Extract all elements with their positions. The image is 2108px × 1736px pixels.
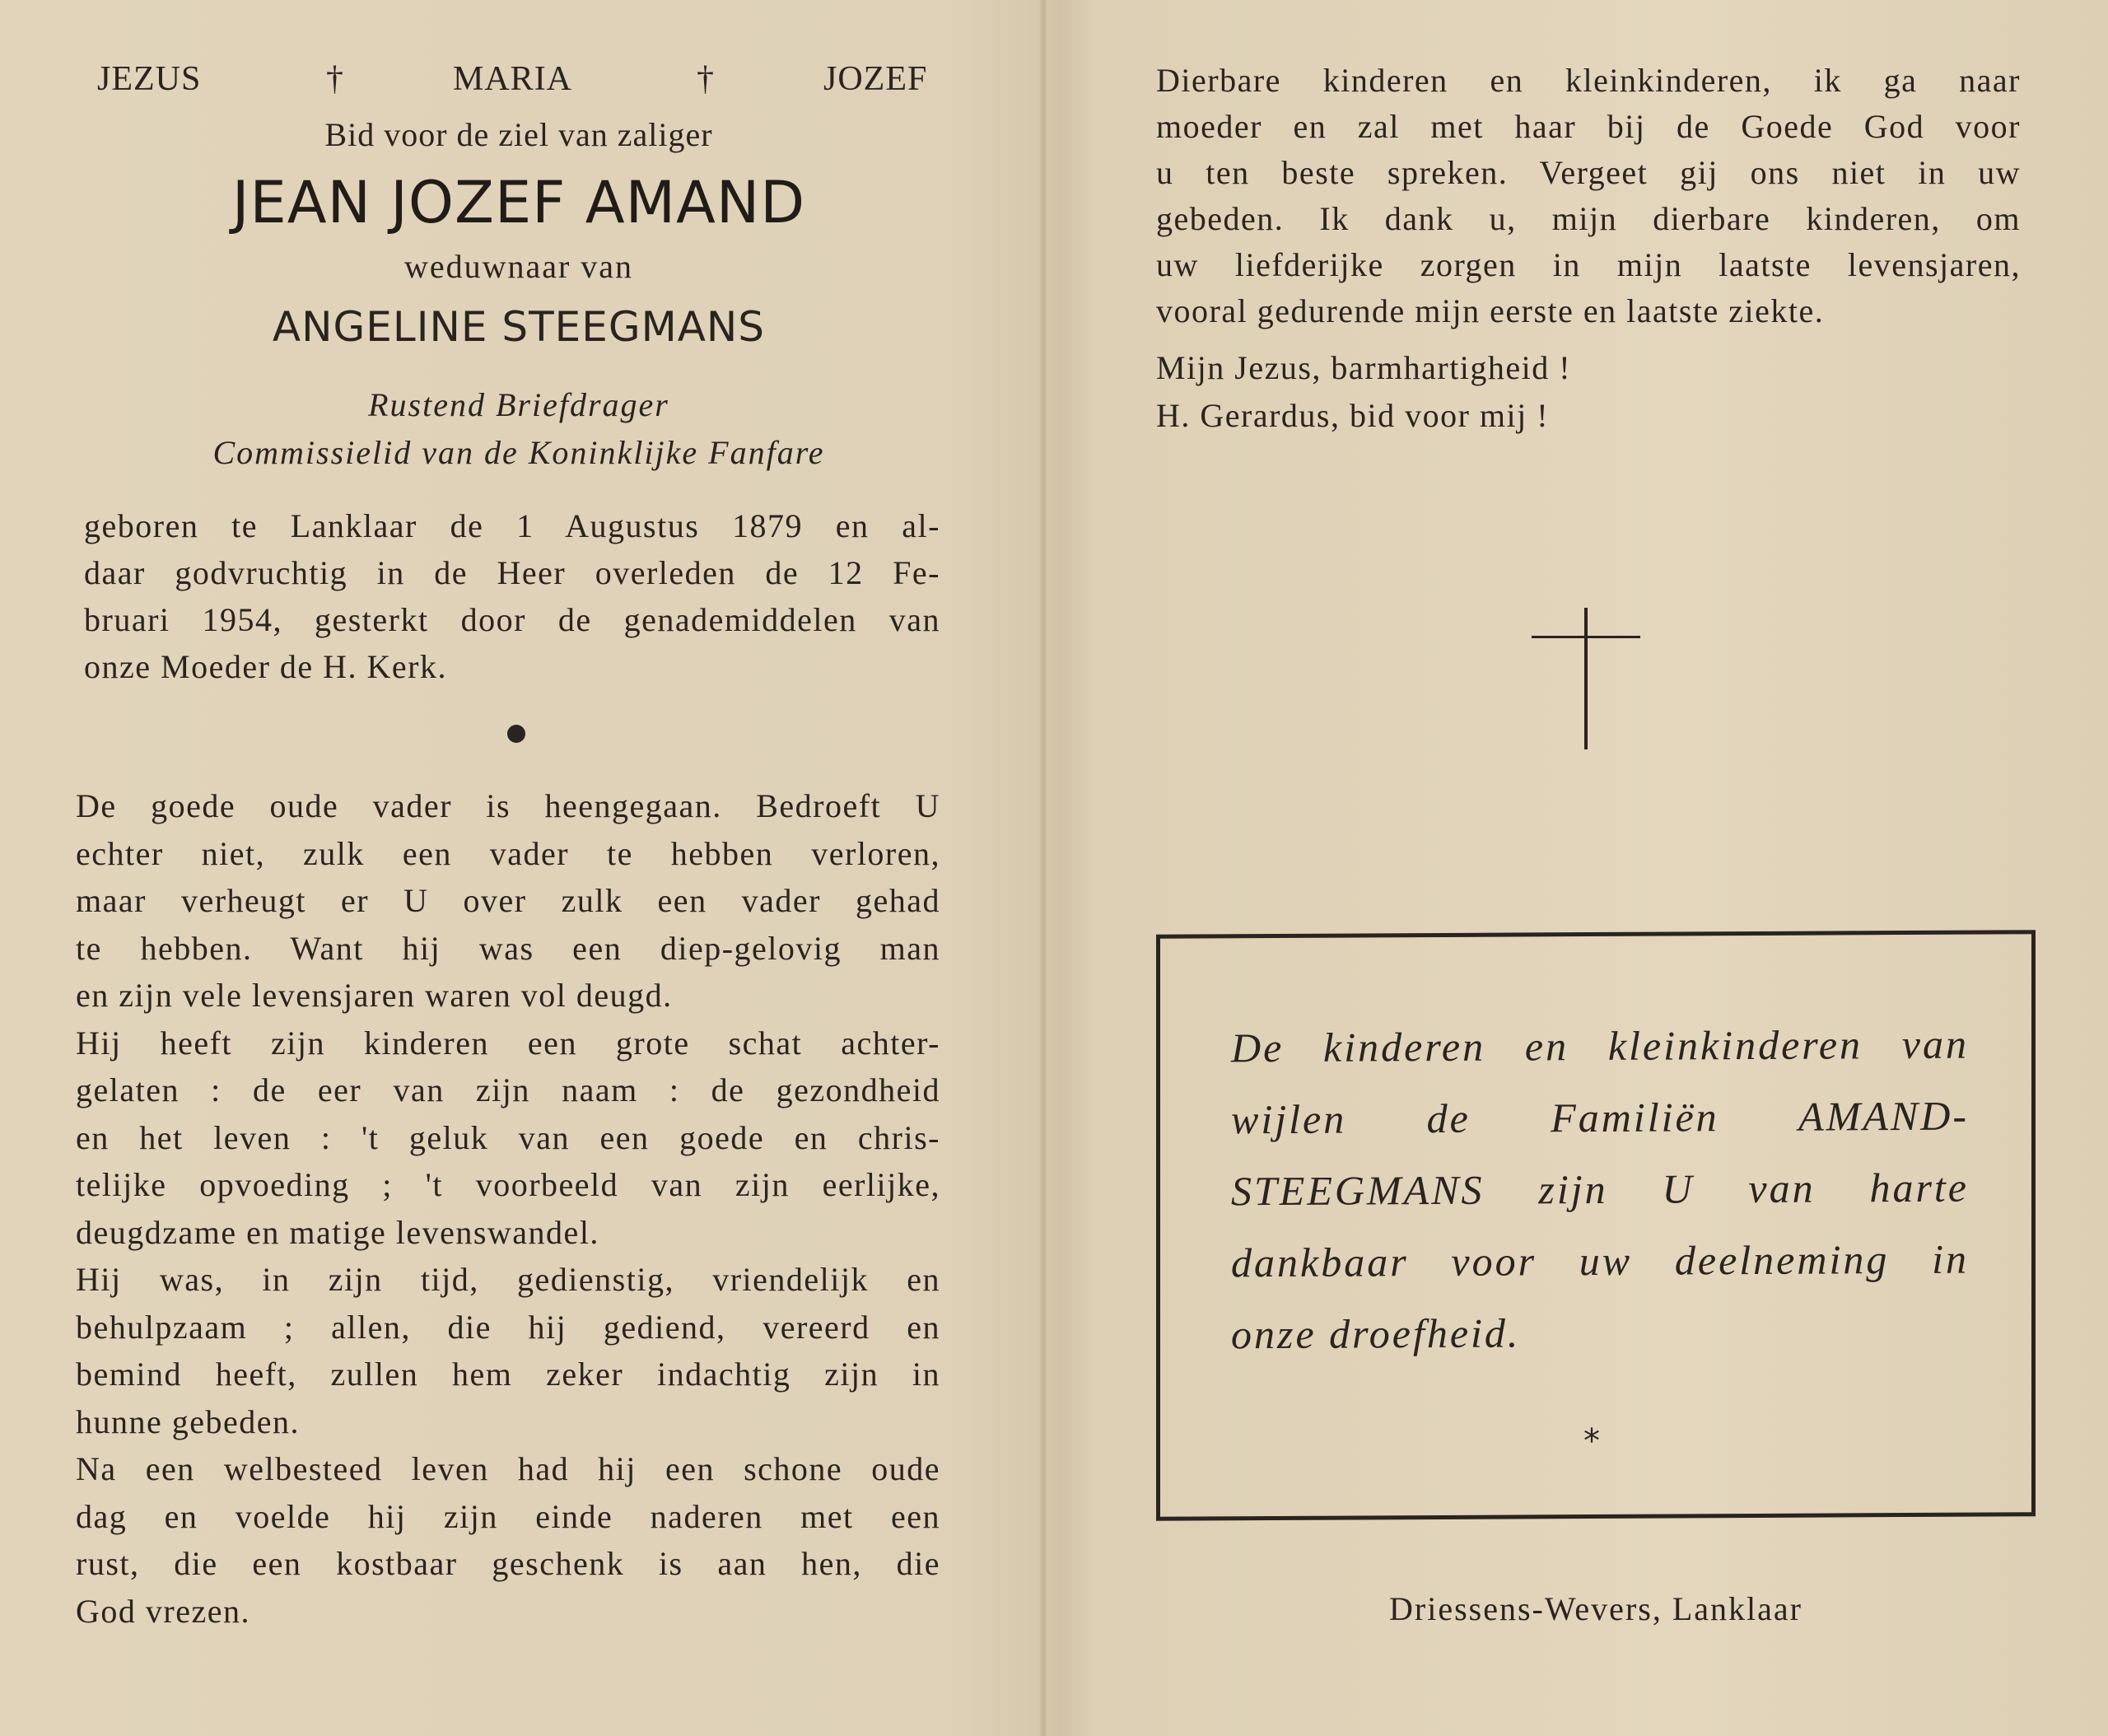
tribute-line: hunne gebeden. <box>76 1402 301 1440</box>
thanks-text <box>1231 1009 1969 1371</box>
header-jezus: JEZUS <box>97 60 202 98</box>
thanks-line: dankbaar voor uw deelneming in <box>1231 1235 1969 1286</box>
header-jmj <box>97 59 954 109</box>
occupation-2: Commissielid van de Koninklijke Fanfare <box>212 434 825 471</box>
tribute-line: Hij was, in zijn tijd, gedienstig, vriendelijk en <box>76 1261 940 1298</box>
birth-line: bruari 1954, gesterkt door de genademiddelen van <box>84 601 940 638</box>
farewell-line: u ten beste spreken. Vergeet gij ons niet in uw <box>1156 154 2021 191</box>
tribute-line: bemind heeft, zullen hem zeker indachtig zijn in <box>76 1356 940 1393</box>
tribute-line: en het leven : 't geluk van een goede en chris- <box>76 1118 940 1156</box>
header-maria: MARIA <box>453 60 573 98</box>
deceased-name: JEAN JOZEF AMAND <box>231 169 806 236</box>
tribute-line: maar verheugt er U over zulk een vader gehad <box>76 882 940 919</box>
farewell-line: Dierbare kinderen en kleinkinderen, ik ga naar <box>1156 62 2021 99</box>
birth-line: geboren te Lanklaar de 1 Augustus 1879 en al- <box>84 507 940 544</box>
card-fold <box>1039 0 1047 1736</box>
cross-icon <box>1532 608 1640 749</box>
tribute-line: dag en voelde hij zijn einde naderen met een <box>76 1497 940 1535</box>
farewell-line: uw liefderijke zorgen in mijn laatste levensjaren, <box>1156 246 2021 283</box>
farewell-line: vooral gedurende mijn eerste en laatste ziekte. <box>1156 292 1825 329</box>
birth-line: daar godvruchtig in de Heer overleden de 12 Fe- <box>84 554 940 591</box>
farewell-line: gebeden. Ik dank u, mijn dierbare kinderen, om <box>1156 200 2021 237</box>
tribute-line: gelaten : de eer van zijn naam : de gezondheid <box>76 1071 940 1108</box>
header-jozef: JOZEF <box>823 60 928 98</box>
tribute-line: en zijn vele levensjaren waren vol deugd. <box>76 977 673 1014</box>
ejaculation-2: H. Gerardus, bid voor mij ! <box>1156 397 1550 434</box>
spouse-name: ANGELINE STEEGMANS <box>272 303 766 351</box>
separator-dot <box>507 725 525 743</box>
tribute-line: echter niet, zulk een vader te hebben verloren, <box>76 834 940 872</box>
widower-of: weduwnaar van <box>403 248 634 285</box>
birth-death-paragraph <box>84 502 940 690</box>
tribute-line: behulpzaam ; allen, die hij gediend, vereerd en <box>76 1308 940 1346</box>
thanks-line: wijlen de Familiën AMAND- <box>1231 1092 1969 1143</box>
farewell-paragraph <box>1156 58 2021 334</box>
tribute-line: Na een welbesteed leven had hij een schone oude <box>76 1450 940 1487</box>
ejaculation-1: Mijn Jezus, barmhartigheid ! <box>1156 349 1572 386</box>
tribute-line: Hij heeft zijn kinderen een grote schat achter- <box>76 1024 940 1062</box>
header-cross-2: † <box>697 60 715 98</box>
farewell-line: moeder en zal met haar bij de Goede God voor <box>1156 108 2021 145</box>
tribute-line: te hebben. Want hij was een diep-gelovig man <box>76 929 940 967</box>
thanks-line: STEEGMANS zijn U van harte <box>1231 1164 1969 1215</box>
tribute-line: deugdzame en matige levenswandel. <box>76 1213 599 1251</box>
tribute-paragraph <box>76 782 940 1635</box>
tribute-line: De goede oude vader is heengegaan. Bedroeft U <box>76 787 940 824</box>
thanks-line: De kinderen en kleinkinderen van <box>1231 1020 1969 1071</box>
header-cross-1: † <box>326 60 344 98</box>
tribute-line: rust, die een kostbaar geschenk is aan hen, die <box>76 1545 940 1582</box>
asterisk-icon: * <box>1583 1421 1600 1461</box>
tribute-line: God vrezen. <box>76 1592 250 1630</box>
prayer-line: Bid voor de ziel van zaliger <box>324 116 713 153</box>
occupation-1: Rustend Briefdrager <box>368 386 669 423</box>
ejaculations <box>1156 344 2021 440</box>
printer-credit: Driessens-Wevers, Lanklaar <box>1389 1590 1803 1627</box>
thanks-line: onze droefheid. <box>1231 1309 1521 1358</box>
tribute-line: telijke opvoeding ; 't voorbeeld van zijn eerlijke, <box>76 1166 940 1203</box>
birth-line: onze Moeder de H. Kerk. <box>84 648 448 685</box>
thanks-box <box>1156 930 2036 1521</box>
